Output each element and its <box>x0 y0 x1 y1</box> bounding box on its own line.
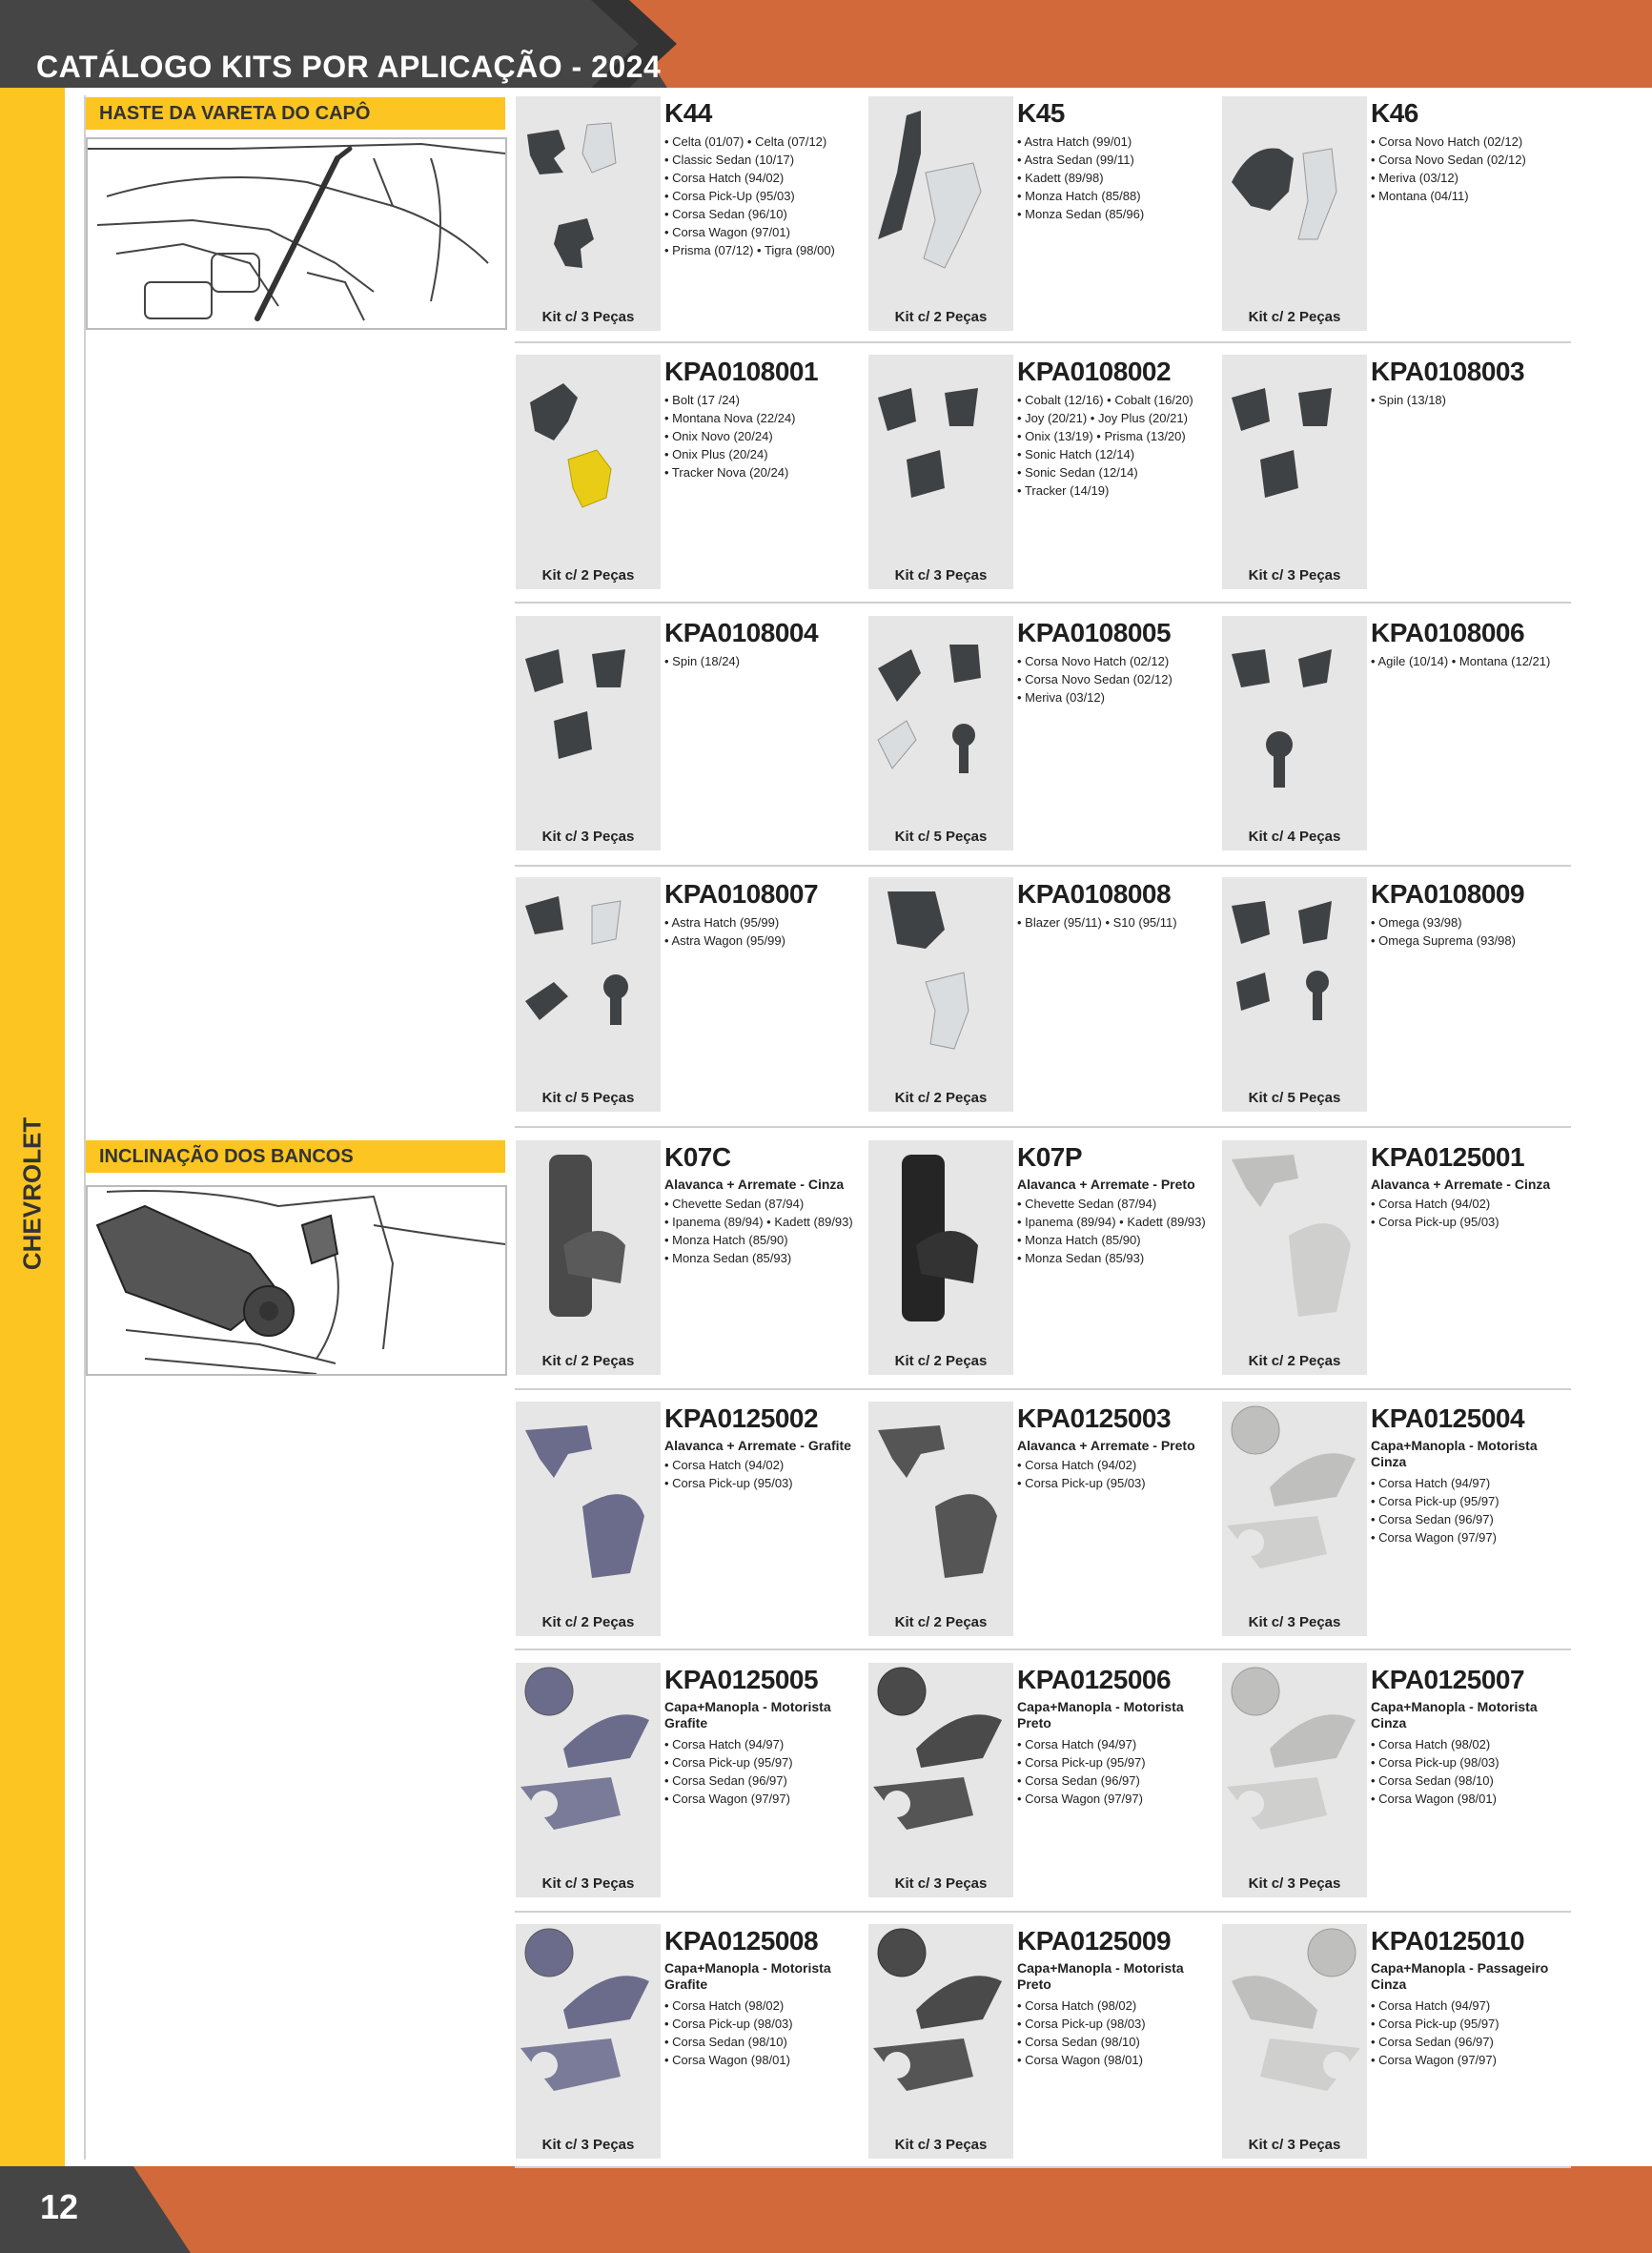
section-label-hood-rod: HASTE DA VARETA DO CAPÔ <box>86 97 505 130</box>
row-divider <box>515 2166 1571 2168</box>
product-code: KPA0125004 <box>1371 1403 1525 1433</box>
product-photo <box>868 1924 1013 2159</box>
kit-quantity: Kit c/ 2 Peças <box>894 1614 988 1630</box>
product-description: Capa+Manopla - Passageiro Cinza <box>1371 1960 1549 1992</box>
knob-parts-image <box>1222 1402 1367 1636</box>
knob-parts-image <box>516 1924 661 2159</box>
product-photo <box>516 1663 661 1897</box>
page-header <box>0 0 1652 88</box>
clip-parts-image <box>516 877 661 1112</box>
product-card-kpa0108002 <box>868 355 1219 591</box>
product-photo <box>868 1140 1013 1375</box>
kit-quantity: Kit c/ 2 Peças <box>541 1353 635 1369</box>
product-photo <box>868 877 1013 1112</box>
product-code: KPA0125008 <box>664 1926 819 1956</box>
footer-dark-band <box>0 2166 191 2253</box>
product-photo <box>1222 1140 1367 1375</box>
product-description: Alavanca + Arremate - Cinza <box>664 1177 845 1192</box>
product-description: Capa+Manopla - Motorista Preto <box>1017 1699 1184 1731</box>
product-card-kpa0108001 <box>516 355 867 591</box>
knob-parts-image <box>1222 1924 1367 2159</box>
clip-parts-image <box>1222 355 1367 589</box>
knob-parts-image <box>868 1924 1013 2159</box>
product-applications: • Corsa Hatch (94/02) • Corsa Pick-up (95/03) <box>1017 1458 1146 1490</box>
product-photo <box>1222 1663 1367 1897</box>
product-card-kpa0125006 <box>868 1663 1219 1899</box>
product-applications: • Omega (93/98) • Omega Suprema (93/98) <box>1371 915 1516 948</box>
kit-quantity: Kit c/ 3 Peças <box>1248 567 1341 584</box>
product-description: Capa+Manopla - Motorista Cinza <box>1371 1699 1538 1731</box>
product-card-kpa0125001 <box>1222 1140 1573 1377</box>
product-photo <box>516 616 661 850</box>
product-code: K07C <box>664 1142 731 1172</box>
product-applications: • Astra Hatch (99/01) • Astra Sedan (99/11) • Kadett (89/98) • Monza Hatch (85/88) • Monza Sedan (85/96) <box>1017 134 1145 221</box>
hood-rod-drawing <box>257 158 337 318</box>
product-photo <box>1222 96 1367 331</box>
brand-label: CHEVROLET <box>17 1116 47 1271</box>
row-divider <box>515 1126 1571 1128</box>
product-applications: • Spin (18/24) <box>664 654 740 668</box>
section-divider-vertical <box>84 95 86 2160</box>
product-card-kpa0125002 <box>516 1402 867 1638</box>
product-photo <box>516 96 661 331</box>
page-number: 12 <box>40 2187 79 2226</box>
seat-recline-illustration <box>86 1185 507 1376</box>
product-code: KPA0125010 <box>1371 1926 1525 1956</box>
row-divider <box>515 341 1571 343</box>
product-photo <box>868 616 1013 850</box>
clip-parts-image <box>1222 616 1367 850</box>
product-applications: • Chevette Sedan (87/94) • Ipanema (89/94) • Kadett (89/93) • Monza Hatch (85/90) • Monza Sedan (85/93) <box>664 1197 853 1265</box>
product-code: K45 <box>1017 98 1065 128</box>
clip-parts-image <box>868 355 1013 589</box>
product-code: KPA0108002 <box>1017 357 1172 386</box>
kit-quantity: Kit c/ 4 Peças <box>1248 829 1341 845</box>
lever-parts-image <box>516 1140 661 1375</box>
product-card-kpa0125010 <box>1222 1924 1573 2161</box>
knob-parts-image <box>516 1663 661 1897</box>
section-label-seat-recline: INCLINAÇÃO DOS BANCOS <box>86 1140 505 1173</box>
row-divider <box>515 865 1571 867</box>
product-photo <box>516 1924 661 2159</box>
kit-quantity: Kit c/ 5 Peças <box>894 829 988 845</box>
product-applications: • Corsa Hatch (94/97) • Corsa Pick-up (95/97) • Corsa Sedan (96/97) • Corsa Wagon (97/97) <box>664 1737 793 1806</box>
product-photo <box>1222 616 1367 850</box>
product-applications: • Corsa Hatch (98/02) • Corsa Pick-up (98/03) • Corsa Sedan (98/10) • Corsa Wagon (98/01) <box>1371 1737 1499 1806</box>
product-card-kpa0108006 <box>1222 616 1573 852</box>
product-description: Capa+Manopla - Motorista Grafite <box>664 1960 831 1992</box>
lever-parts-image <box>516 1402 661 1636</box>
row-divider <box>515 1911 1571 1913</box>
product-code: KPA0125006 <box>1017 1665 1172 1694</box>
product-photo <box>516 355 661 589</box>
product-card-k07c <box>516 1140 867 1377</box>
product-card-kpa0125003 <box>868 1402 1219 1638</box>
product-applications: • Corsa Hatch (98/02) • Corsa Pick-up (98/03) • Corsa Sedan (98/10) • Corsa Wagon (98/01) <box>664 1998 793 2067</box>
knob-parts-image <box>1222 1663 1367 1897</box>
product-applications: • Cobalt (12/16) • Cobalt (16/20) • Joy (20/21) • Joy Plus (20/21) • Onix (13/19) • Prisma (13/20) • Sonic Hatch (12/14) • Sonic Sedan (12/14) • Tracker (14/19) <box>1017 393 1193 498</box>
clip-parts-image <box>1222 877 1367 1112</box>
catalog-title: CATÁLOGO KITS POR APLICAÇÃO - 2024 <box>36 50 662 84</box>
kit-quantity: Kit c/ 2 Peças <box>894 1353 988 1369</box>
product-code: KPA0108009 <box>1371 879 1525 909</box>
product-applications: • Agile (10/14) • Montana (12/21) <box>1371 654 1551 668</box>
kit-quantity: Kit c/ 3 Peças <box>894 2137 988 2153</box>
product-card-k44 <box>516 96 867 333</box>
kit-quantity: Kit c/ 2 Peças <box>541 1614 635 1630</box>
product-description: Alavanca + Arremate - Grafite <box>664 1438 851 1453</box>
product-card-k45 <box>868 96 1219 333</box>
product-applications: • Celta (01/07) • Celta (07/12) • Classic Sedan (10/17) • Corsa Hatch (94/02) • Corsa Pick-Up (95/03) • Corsa Sedan (96/10) • Corsa Wagon (97/01) • Prisma (07/12) • Tigra (98/00) <box>664 134 835 257</box>
knob-parts-image <box>868 1663 1013 1897</box>
lever-parts-image <box>868 1140 1013 1375</box>
brand-sidebar <box>0 88 65 2166</box>
product-card-kpa0108007 <box>516 877 867 1114</box>
product-code: KPA0125002 <box>664 1403 819 1433</box>
product-applications: • Corsa Hatch (94/02) • Corsa Pick-up (95/03) <box>1371 1197 1499 1229</box>
product-description: Alavanca + Arremate - Cinza <box>1371 1177 1551 1192</box>
product-code: KPA0125005 <box>664 1665 819 1694</box>
product-code: KPA0108005 <box>1017 618 1172 647</box>
product-applications: • Corsa Novo Hatch (02/12) • Corsa Novo Sedan (02/12) • Meriva (03/12) • Montana (04/11) <box>1371 134 1526 203</box>
product-code: KPA0108006 <box>1371 618 1525 647</box>
product-applications: • Corsa Hatch (94/97) • Corsa Pick-up (95/97) • Corsa Sedan (96/97) • Corsa Wagon (97/97) <box>1371 1998 1499 2067</box>
product-photo <box>516 1402 661 1636</box>
kit-quantity: Kit c/ 2 Peças <box>1248 309 1341 325</box>
kit-quantity: Kit c/ 3 Peças <box>894 1875 988 1892</box>
page-footer <box>0 2166 1652 2253</box>
kit-quantity: Kit c/ 2 Peças <box>894 309 988 325</box>
product-description: Capa+Manopla - Motorista Grafite <box>664 1699 831 1731</box>
product-code: KPA0108008 <box>1017 879 1172 909</box>
clip-parts-image <box>868 616 1013 850</box>
product-code: KPA0108004 <box>664 618 819 647</box>
product-photo <box>516 1140 661 1375</box>
clip-parts-image <box>1222 96 1367 331</box>
product-photo <box>868 1402 1013 1636</box>
product-photo <box>868 1663 1013 1897</box>
product-code: KPA0108003 <box>1371 357 1525 386</box>
kit-quantity: Kit c/ 3 Peças <box>541 309 635 325</box>
product-code: KPA0125001 <box>1371 1142 1525 1172</box>
product-photo <box>1222 1924 1367 2159</box>
kit-quantity: Kit c/ 5 Peças <box>1248 1090 1341 1106</box>
row-divider <box>515 602 1571 604</box>
product-applications: • Corsa Hatch (98/02) • Corsa Pick-up (98/03) • Corsa Sedan (98/10) • Corsa Wagon (98/01) <box>1017 1998 1146 2067</box>
product-description: Alavanca + Arremate - Preto <box>1017 1438 1195 1453</box>
product-code: KPA0125003 <box>1017 1403 1172 1433</box>
product-code: K46 <box>1371 98 1418 128</box>
row-divider <box>515 1388 1571 1390</box>
product-photo <box>868 355 1013 589</box>
product-applications: • Corsa Novo Hatch (02/12) • Corsa Novo Sedan (02/12) • Meriva (03/12) <box>1017 654 1173 705</box>
product-card-kpa0125008 <box>516 1924 867 2161</box>
product-code: KPA0108001 <box>664 357 819 386</box>
product-applications: • Chevette Sedan (87/94) • Ipanema (89/94) • Kadett (89/93) • Monza Hatch (85/90) • Monza Sedan (85/93) <box>1017 1197 1206 1265</box>
product-code: K44 <box>664 98 712 128</box>
product-code: KPA0125009 <box>1017 1926 1172 1956</box>
kit-quantity: Kit c/ 3 Peças <box>1248 1875 1341 1892</box>
row-divider <box>515 1649 1571 1650</box>
kit-quantity: Kit c/ 3 Peças <box>541 2137 635 2153</box>
product-card-kpa0125007 <box>1222 1663 1573 1899</box>
product-code: KPA0108007 <box>664 879 819 909</box>
product-description: Capa+Manopla - Motorista Preto <box>1017 1960 1184 1992</box>
product-card-k07p <box>868 1140 1219 1377</box>
seat-drawing <box>88 1187 505 1374</box>
kit-quantity: Kit c/ 3 Peças <box>1248 2137 1341 2153</box>
product-photo <box>1222 1402 1367 1636</box>
product-card-kpa0125004 <box>1222 1402 1573 1638</box>
kit-quantity: Kit c/ 2 Peças <box>541 567 635 584</box>
product-applications: • Spin (13/18) <box>1371 393 1446 407</box>
clip-parts-image <box>868 96 1013 331</box>
lever-parts-image <box>1222 1140 1367 1375</box>
clip-parts-image <box>868 877 1013 1112</box>
product-applications: • Blazer (95/11) • S10 (95/11) <box>1017 915 1177 930</box>
product-photo <box>868 96 1013 331</box>
product-card-kpa0108003 <box>1222 355 1573 591</box>
kit-quantity: Kit c/ 2 Peças <box>894 1090 988 1106</box>
product-description: Alavanca + Arremate - Preto <box>1017 1177 1195 1192</box>
product-photo <box>516 877 661 1112</box>
kit-quantity: Kit c/ 3 Peças <box>541 1875 635 1892</box>
product-applications: • Bolt (17 /24) • Montana Nova (22/24) • Onix Novo (20/24) • Onix Plus (20/24) • Tracker Nova (20/24) <box>664 393 796 480</box>
kit-quantity: Kit c/ 5 Peças <box>541 1090 635 1106</box>
kit-quantity: Kit c/ 2 Peças <box>1248 1353 1341 1369</box>
kit-quantity: Kit c/ 3 Peças <box>894 567 988 584</box>
product-card-kpa0108008 <box>868 877 1219 1114</box>
product-card-kpa0108004 <box>516 616 867 852</box>
kit-quantity: Kit c/ 3 Peças <box>541 829 635 845</box>
product-applications: • Corsa Hatch (94/97) • Corsa Pick-up (95/97) • Corsa Sedan (96/97) • Corsa Wagon (97/97) <box>1017 1737 1146 1806</box>
clip-parts-image <box>516 616 661 850</box>
product-card-kpa0125005 <box>516 1663 867 1899</box>
product-card-kpa0108009 <box>1222 877 1573 1114</box>
clip-parts-image <box>516 355 661 589</box>
product-applications: • Astra Hatch (95/99) • Astra Wagon (95/99) <box>664 915 785 948</box>
product-photo <box>1222 877 1367 1112</box>
product-applications: • Corsa Hatch (94/02) • Corsa Pick-up (95/03) <box>664 1458 793 1490</box>
product-card-kpa0125009 <box>868 1924 1219 2161</box>
kit-quantity: Kit c/ 3 Peças <box>1248 1614 1341 1630</box>
product-description: Capa+Manopla - Motorista Cinza <box>1371 1438 1538 1469</box>
product-photo <box>1222 355 1367 589</box>
product-code: K07P <box>1017 1142 1083 1172</box>
product-card-kpa0108005 <box>868 616 1219 852</box>
product-card-k46 <box>1222 96 1573 333</box>
product-applications: • Corsa Hatch (94/97) • Corsa Pick-up (95/97) • Corsa Sedan (96/97) • Corsa Wagon (97/97) <box>1371 1476 1499 1545</box>
hood-engine-drawing <box>88 139 505 328</box>
hood-rod-illustration <box>86 137 507 330</box>
product-code: KPA0125007 <box>1371 1665 1525 1694</box>
lever-parts-image <box>868 1402 1013 1636</box>
clip-parts-image <box>516 96 661 331</box>
